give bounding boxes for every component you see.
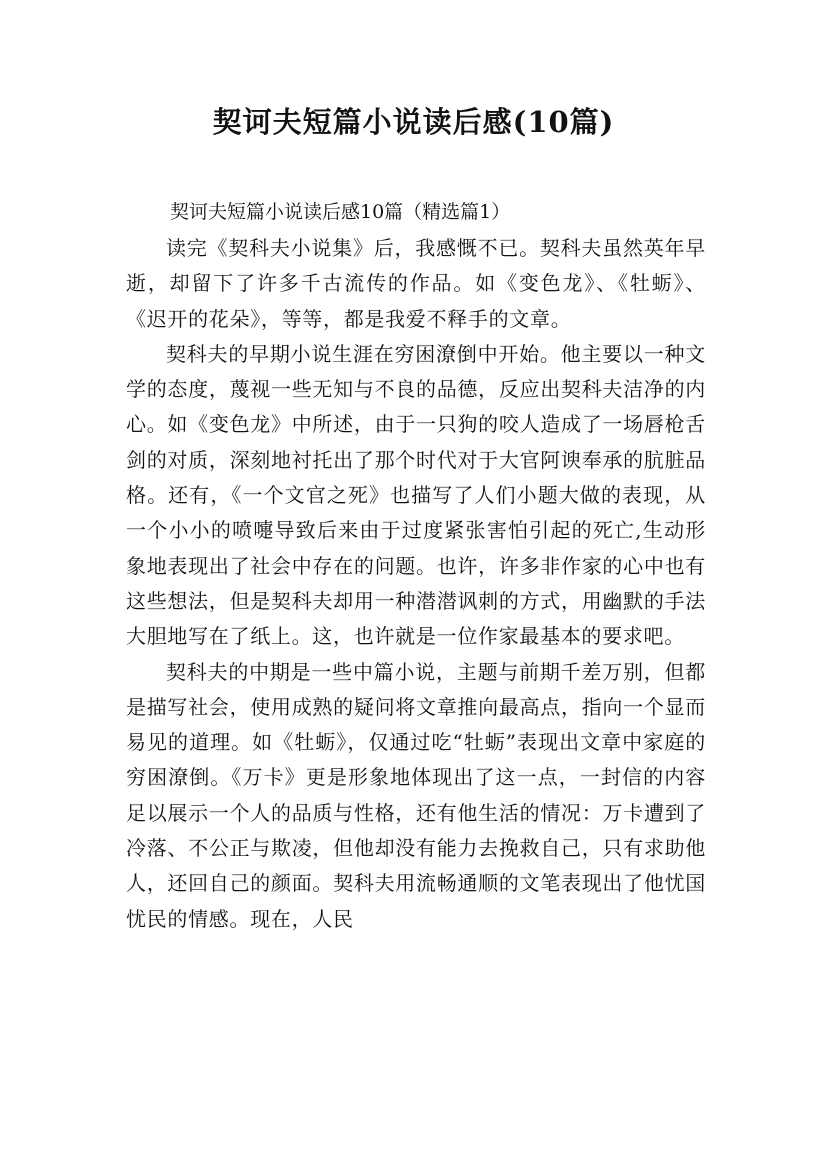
document-body [126, 231, 706, 937]
paragraph: 读完《契科夫小说集》后，我感慨不已。契科夫虽然英年早逝，却留下了许多千古流传的作品。如《变色龙》、《牡蛎》、《迟开的花朵》，等等，都是我爱不释手的文章。 [126, 236, 706, 331]
paragraph: 契科夫的中期是一些中篇小说，主题与前期千差万别，但都是描写社会，使用成熟的疑问将文章推向最高点，指向一个显而易见的道理。如《牡蛎》，仅通过吃“牡蛎”表现出文章中家庭的穷困潦倒。《万卡》更是形象地体现出了这一点，一封信的内容足以展示一个人的品质与性格，还有他生活的情况：万卡遭到了冷落、不公正与欺凌，但他却没有能力去挽救自己，只有求助他人，还回自己的颜面。契科夫用流畅通顺的文笔表现出了他忧国忧民的情感。现在，人民 [126, 659, 706, 931]
document-title: 契诃夫短篇小说读后感(10篇) [212, 105, 615, 139]
paragraph: 契科夫的早期小说生涯在穷困潦倒中开始。他主要以一种文学的态度，蔑视一些无知与不良的品德，反应出契科夫洁净的内心。如《变色龙》中所述，由于一只狗的咬人造成了一场唇枪舌剑的对质，深刻地衬托出了那个时代对于大官阿谀奉承的肮脏品格。还有，《一个文官之死》也描写了人们小题大做的表现，从一个小小的喷嚏导致后来由于过度紧张害怕引起的死亡,生动形象地表现出了社会中存在的问题。也许，许多非作家的心中也有这些想法，但是契科夫却用一种潜潜讽刺的方式，用幽默的手法大胆地写在了纸上。这，也许就是一位作家最基本的要求吧。 [126, 341, 706, 649]
section-subtitle: 契诃夫短篇小说读后感10篇（精选篇1） [170, 201, 511, 223]
